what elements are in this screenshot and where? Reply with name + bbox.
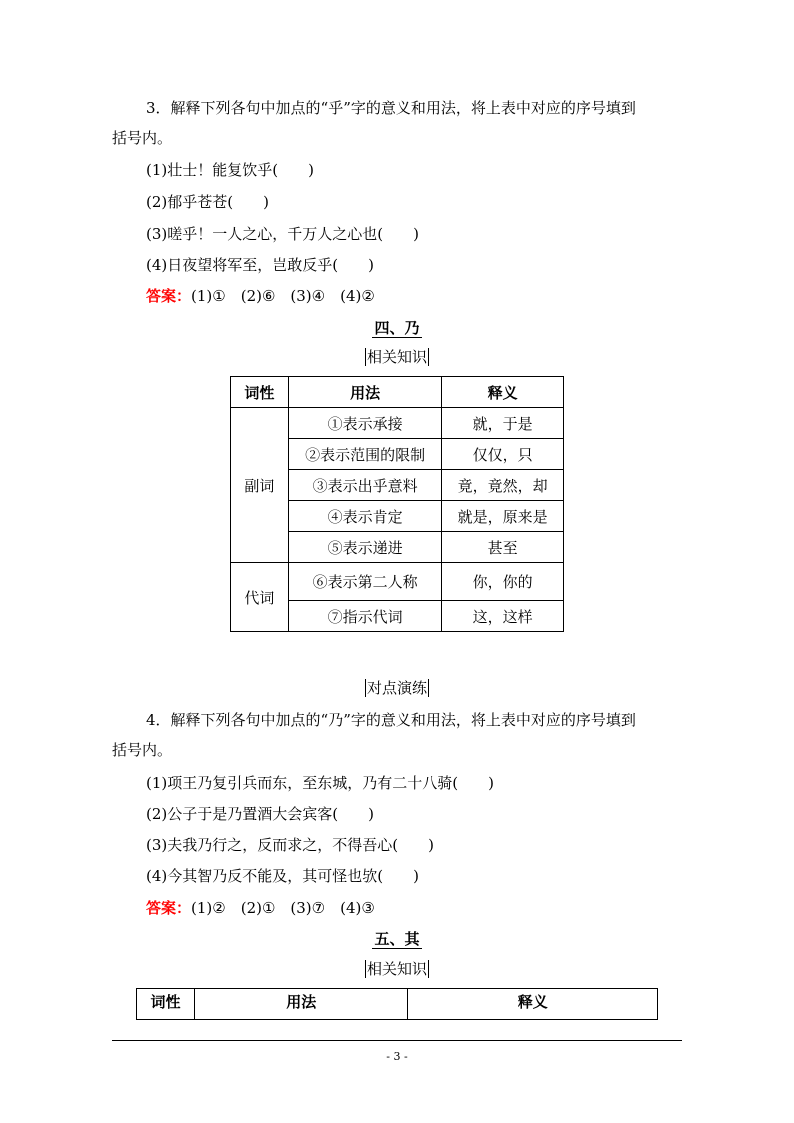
q4-prompt-line2: 括号内。 bbox=[112, 741, 173, 759]
table-cell-meaning: 竟，竟然，却 bbox=[442, 470, 564, 501]
q3-item-3: (3)嗟乎！一人之心，千万人之心也( ) bbox=[146, 225, 419, 243]
table-cell-pos: 副词 bbox=[231, 408, 289, 563]
table-cell-pos: 代词 bbox=[231, 563, 289, 632]
table-cell-meaning: 这，这样 bbox=[442, 601, 564, 632]
table-cell-usage: ③表示出乎意料 bbox=[288, 470, 441, 501]
section4-practice-label: 对点演练 bbox=[366, 679, 427, 697]
table-cell-meaning: 仅仅，只 bbox=[442, 439, 564, 470]
section4-title: 四、乃 bbox=[374, 319, 420, 337]
q4-prompt-line1: 4．解释下列各句中加点的“乃”字的意义和用法，将上表中对应的序号填到 bbox=[146, 711, 636, 729]
q4-item-3: (3)夫我乃行之，反而求之，不得吾心( ) bbox=[146, 836, 434, 854]
table-cell-meaning: 就，于是 bbox=[442, 408, 564, 439]
q3-prompt-line1: 3．解释下列各句中加点的“乎”字的意义和用法，将上表中对应的序号填到 bbox=[146, 99, 636, 117]
q4-answer-text: (1)② (2)① (3)⑦ (4)③ bbox=[191, 899, 375, 917]
section5-usage-table bbox=[136, 988, 658, 1020]
q3-answer bbox=[146, 286, 375, 306]
table-cell-usage: ②表示范围的限制 bbox=[288, 439, 441, 470]
q4-item-4: (4)今其智乃反不能及，其可怪也欤( ) bbox=[146, 867, 419, 885]
table-cell-usage: ⑤表示递进 bbox=[288, 532, 441, 563]
table-header-usage: 用法 bbox=[288, 377, 441, 408]
section5-knowledge-label: 相关知识 bbox=[366, 960, 427, 978]
table-header-usage: 用法 bbox=[194, 989, 408, 1020]
section4-usage-table bbox=[230, 376, 564, 632]
q4-item-1: (1)项王乃复引兵而东，至东城，乃有二十八骑( ) bbox=[146, 774, 494, 792]
q4-answer-label: 答案： bbox=[146, 899, 192, 917]
q3-answer-label: 答案： bbox=[146, 287, 192, 305]
section5-title: 五、其 bbox=[374, 930, 420, 948]
q3-item-4: (4)日夜望将军至，岂敢反乎( ) bbox=[146, 256, 374, 274]
table-cell-meaning: 你，你的 bbox=[442, 563, 564, 601]
table-header-meaning: 释义 bbox=[408, 989, 658, 1020]
footer-divider bbox=[112, 1040, 682, 1041]
table-header-pos: 词性 bbox=[137, 989, 195, 1020]
q3-item-2: (2)郁乎苍苍( ) bbox=[146, 193, 269, 211]
section4-knowledge-label: 相关知识 bbox=[366, 348, 427, 366]
q3-item-1: (1)壮士！能复饮乎( ) bbox=[146, 161, 314, 179]
table-cell-usage: ①表示承接 bbox=[288, 408, 441, 439]
table-cell-meaning: 甚至 bbox=[442, 532, 564, 563]
table-cell-usage: ⑥表示第二人称 bbox=[288, 563, 441, 601]
table-header-pos: 词性 bbox=[231, 377, 289, 408]
q4-answer bbox=[146, 898, 375, 918]
table-header-meaning: 释义 bbox=[442, 377, 564, 408]
table-cell-meaning: 就是，原来是 bbox=[442, 501, 564, 532]
q4-item-2: (2)公子于是乃置酒大会宾客( ) bbox=[146, 805, 374, 823]
table-cell-usage: ④表示肯定 bbox=[288, 501, 441, 532]
page-number: - 3 - bbox=[386, 1050, 408, 1063]
q3-answer-text: (1)① (2)⑥ (3)④ (4)② bbox=[191, 287, 375, 305]
table-cell-usage: ⑦指示代词 bbox=[288, 601, 441, 632]
q3-prompt-line2: 括号内。 bbox=[112, 129, 173, 147]
